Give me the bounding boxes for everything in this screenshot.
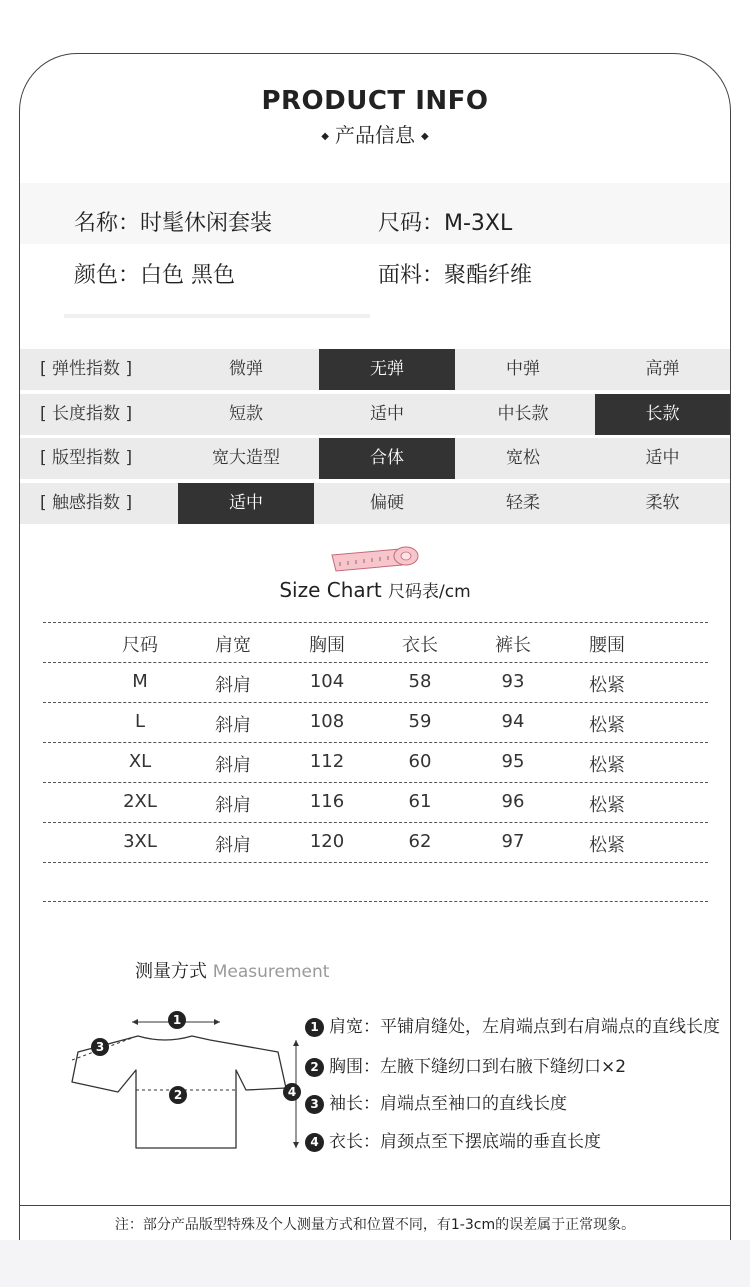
index-option: 轻柔 xyxy=(506,493,540,513)
index-option-selected: 长款 xyxy=(595,394,730,435)
table-divider xyxy=(43,862,708,863)
measurement-text: 肩宽：平铺肩缝处，左肩端点到右肩端点的直线长度 xyxy=(329,1017,720,1037)
index-row xyxy=(20,394,730,435)
table-header-cell: 衣长 xyxy=(402,635,438,656)
measurement-text: 衣长：肩颈点至下摆底端的垂直长度 xyxy=(329,1132,601,1152)
table-cell: 112 xyxy=(309,751,345,772)
index-label: [ 弹性指数 ] xyxy=(40,359,133,379)
measuring-tape-icon xyxy=(330,545,420,575)
table-header-cell: 尺码 xyxy=(122,635,158,656)
number-badge-icon: 4 xyxy=(305,1133,324,1152)
index-option: 中弹 xyxy=(506,359,540,379)
index-row xyxy=(20,483,730,524)
table-divider xyxy=(43,622,708,623)
table-cell: 3XL xyxy=(123,831,157,852)
index-label: [ 版型指数 ] xyxy=(40,448,133,468)
index-option: 高弹 xyxy=(645,359,680,379)
size-chart-title xyxy=(0,577,750,602)
table-cell: 60 xyxy=(408,751,432,772)
table-header-cell: 腰围 xyxy=(589,635,625,656)
index-option: 短款 xyxy=(229,404,263,424)
subtitle-text: 产品信息 xyxy=(335,123,415,147)
table-divider xyxy=(43,782,708,783)
table-cell: 斜肩 xyxy=(215,675,251,696)
svg-text:2: 2 xyxy=(173,1088,183,1102)
table-cell: 97 xyxy=(501,831,525,852)
info-fabric: 面料：聚酯纤维 xyxy=(378,263,533,288)
index-option-selected: 合体 xyxy=(319,438,455,479)
table-cell: XL xyxy=(128,751,152,772)
table-cell: 116 xyxy=(309,791,345,812)
index-row xyxy=(20,438,730,479)
svg-text:3: 3 xyxy=(95,1040,105,1054)
table-divider xyxy=(43,702,708,703)
table-divider xyxy=(43,822,708,823)
number-badge-icon: 1 xyxy=(305,1018,324,1037)
info-size: 尺码：M-3XL xyxy=(378,211,513,236)
table-cell: 120 xyxy=(309,831,345,852)
bottom-band xyxy=(0,1240,750,1287)
table-cell: L xyxy=(134,711,146,732)
measurement-item xyxy=(305,1052,626,1077)
index-option: 适中 xyxy=(370,404,404,424)
index-option: 微弹 xyxy=(229,359,263,379)
index-row xyxy=(20,349,730,390)
table-cell: 62 xyxy=(408,831,432,852)
table-divider xyxy=(43,742,708,743)
index-option: 适中 xyxy=(645,448,680,468)
table-cell: 59 xyxy=(408,711,432,732)
table-cell: 96 xyxy=(501,791,525,812)
table-cell: 松紧 xyxy=(589,835,625,856)
table-cell: M xyxy=(132,671,148,692)
measurement-item xyxy=(305,1127,601,1152)
size-chart-title-en: Size Chart xyxy=(279,578,382,602)
index-option-selected: 适中 xyxy=(178,483,314,524)
index-label: [ 触感指数 ] xyxy=(40,493,133,513)
diamond-icon: ◆ xyxy=(321,131,329,142)
index-label: [ 长度指数 ] xyxy=(40,404,133,424)
table-header-cell: 裤长 xyxy=(495,635,531,656)
garment-diagram xyxy=(60,1000,310,1160)
table-cell: 斜肩 xyxy=(215,795,251,816)
table-header-cell: 肩宽 xyxy=(215,635,251,656)
index-option: 宽大造型 xyxy=(212,448,280,468)
measurement-item xyxy=(305,1089,567,1114)
table-cell: 95 xyxy=(501,751,525,772)
measurement-title-en: Measurement xyxy=(212,962,330,982)
table-cell: 斜肩 xyxy=(215,755,251,776)
index-option: 宽松 xyxy=(506,448,540,468)
disclaimer-note: 注：部分产品版型特殊及个人测量方式和位置不同，有1-3cm的误差属于正常现象。 xyxy=(114,1217,636,1233)
index-option: 柔软 xyxy=(645,493,680,513)
measurement-item xyxy=(305,1012,720,1037)
table-cell: 斜肩 xyxy=(215,715,251,736)
index-option-selected: 无弹 xyxy=(319,349,455,390)
table-cell: 93 xyxy=(501,671,525,692)
table-cell: 松紧 xyxy=(589,795,625,816)
svg-text:1: 1 xyxy=(172,1013,182,1027)
measurement-text: 袖长：肩端点至袖口的直线长度 xyxy=(329,1094,567,1114)
table-cell: 104 xyxy=(309,671,345,692)
info-color: 颜色：白色 黑色 xyxy=(74,263,235,288)
page-title: PRODUCT INFO xyxy=(261,86,489,116)
index-option: 偏硬 xyxy=(370,493,404,513)
table-header-cell: 胸围 xyxy=(309,635,345,656)
table-cell: 61 xyxy=(408,791,432,812)
number-badge-icon: 3 xyxy=(305,1095,324,1114)
measurement-text: 胸围：左腋下缝纫口到右腋下缝纫口×2 xyxy=(329,1057,627,1077)
table-divider xyxy=(43,662,708,663)
table-cell: 94 xyxy=(501,711,525,732)
table-cell: 松紧 xyxy=(589,755,625,776)
table-cell: 58 xyxy=(408,671,432,692)
table-cell: 108 xyxy=(309,711,345,732)
table-cell: 松紧 xyxy=(589,715,625,736)
table-divider xyxy=(43,901,708,902)
table-cell: 斜肩 xyxy=(215,835,251,856)
size-chart-title-cn: 尺码表/cm xyxy=(388,582,471,602)
diamond-icon: ◆ xyxy=(421,131,429,142)
table-cell: 2XL xyxy=(123,791,157,812)
svg-text:4: 4 xyxy=(287,1085,297,1099)
divider xyxy=(64,314,370,318)
page-subtitle xyxy=(0,119,750,148)
info-name: 名称：时髦休闲套装 xyxy=(74,211,273,236)
divider xyxy=(20,1205,730,1206)
table-cell: 松紧 xyxy=(589,675,625,696)
number-badge-icon: 2 xyxy=(305,1058,324,1077)
measurement-title-cn: 测量方式 xyxy=(135,961,207,982)
index-option: 中长款 xyxy=(497,404,549,424)
measurement-title xyxy=(135,957,329,983)
